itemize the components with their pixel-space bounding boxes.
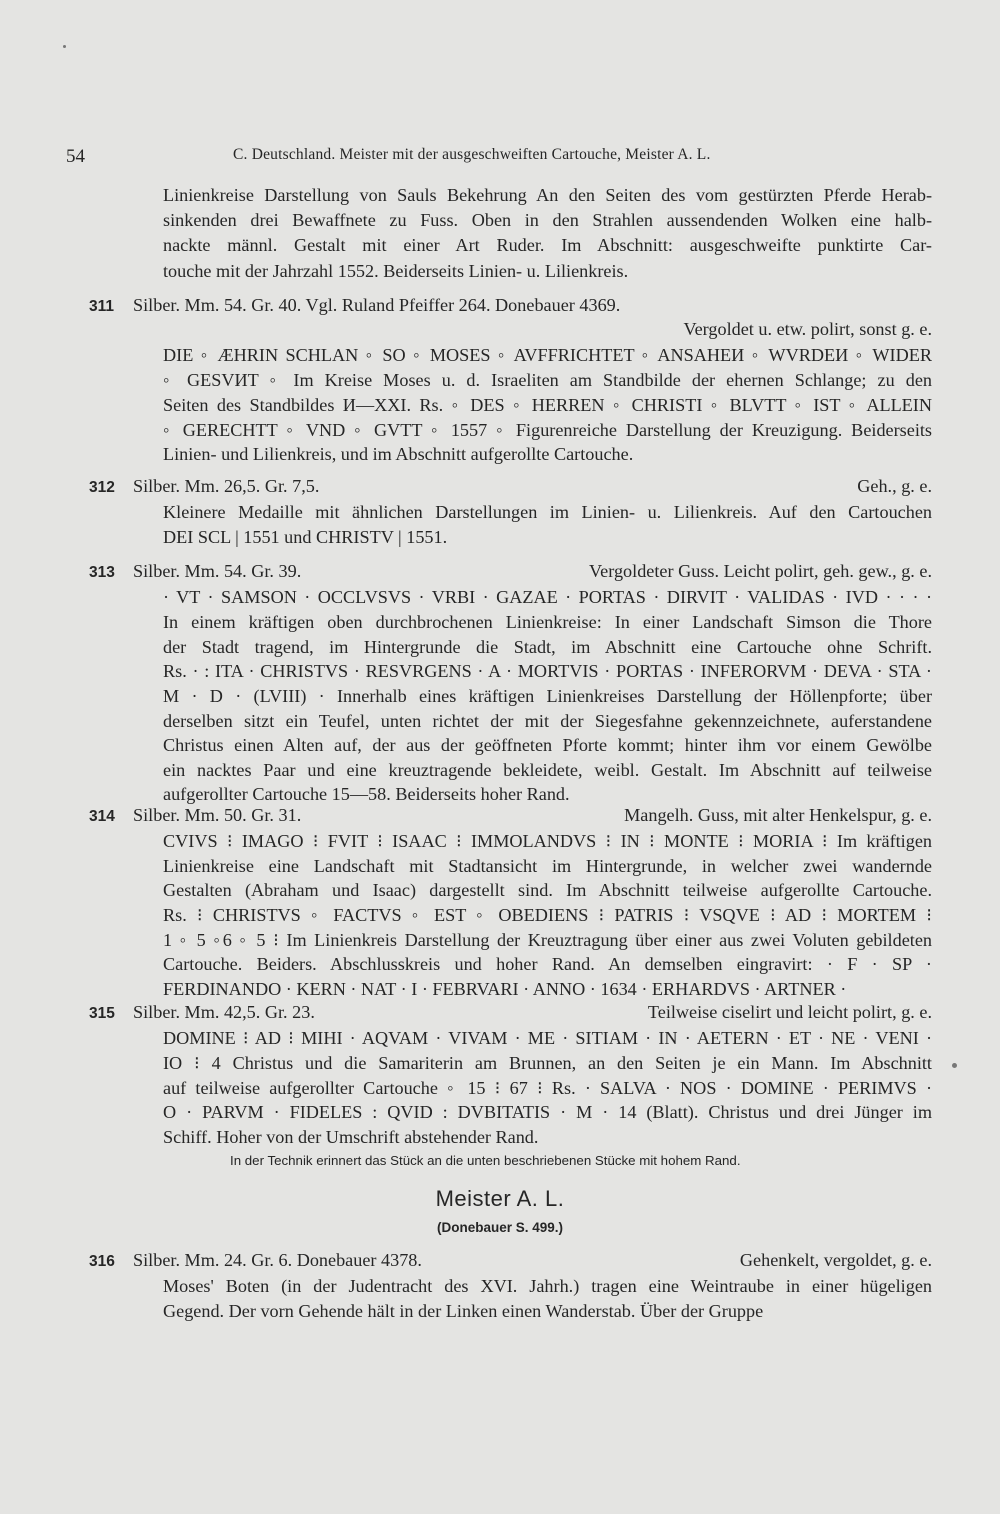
section-subtitle: (Donebauer S. 499.) (436, 1220, 564, 1235)
text-line: Cartouche. Beiders. Abschlusskreis und hoher Rand. An demselben eingravirt: · F · SP · (163, 954, 932, 974)
text-line: In einem kräftigen oben durchbrochenen Linienkreise: In einer Landschaft Simson die Thore (163, 612, 932, 632)
text-line: touche mit der Jahrzahl 1552. Beiderseits Linien- u. Lilienkreis. (163, 261, 629, 281)
page-speck (952, 1063, 957, 1068)
entry-condition: Geh., g. e. (857, 476, 932, 496)
text-line: M · D · (LVIII) · Innerhalb eines kräftigen Linienkreises Darstellung der Höllenpforte; über (163, 686, 932, 706)
entry-number: 313 (89, 564, 115, 581)
text-line: auf teilweise aufgerollter Cartouche ◦ 15 ⁝ 67 ⁝ Rs. · SALVA · NOS · DOMINE · PERIMVS · (163, 1078, 932, 1098)
entry-number: 312 (89, 479, 115, 496)
entry-specs: Silber. Mm. 54. Gr. 40. Vgl. Ruland Pfeiffer 264. Donebauer 4369. (133, 295, 621, 315)
text-line: aufgerollter Cartouche 15—58. Beiderseits hoher Rand. (163, 784, 570, 804)
text-line: ◦ GERECHTT ◦ VND ◦ GVTT ◦ 1557 ◦ Figurenreiche Darstellung der Kreuzigung. Beiderseits (163, 420, 932, 440)
text-line: Linienkreise eine Landschaft mit Stadtansicht im Hintergrunde, in welcher zwei wandernde (163, 856, 932, 876)
section-title: Meister A. L. (435, 1186, 565, 1211)
entry-number: 316 (89, 1253, 115, 1270)
text-line: ◦ GESVИT ◦ Im Kreise Moses u. d. Israeliten am Standbilde der ehernen Schlange; zu den (163, 370, 932, 390)
text-line: der Stadt tragend, im Hintergrunde die Stadt, im Abschnitt eine Cartouche ohne Schrift. (163, 637, 932, 657)
text-line: ein nacktes Paar und eine kreuztragende bekleidete, weibl. Gestalt. Im Abschnitt auf teilweise (163, 760, 932, 780)
text-line: DOMINE ⁝ AD ⁝ MIHI · AQVAM · VIVAM · ME · SITIAM · IN · AETERN · ET · NE · VENI · (163, 1028, 932, 1048)
entry-condition: Gehenkelt, vergoldet, g. e. (739, 1250, 932, 1270)
page-speck (63, 45, 66, 48)
running-title: C. Deutschland. Meister mit der ausgeschweiften Cartouche, Meister A. L. (233, 146, 711, 163)
text-line: Rs. ⁝ CHRISTVS ◦ FACTVS ◦ EST ◦ OBEDIENS ⁝ PATRIS ⁝ VSQVE ⁝ AD ⁝ MORTEM ⁝ (163, 905, 932, 925)
text-line: Moses' Boten (in der Judentracht des XVI. Jahrh.) tragen eine Weintraube in einer hügeligen (163, 1276, 932, 1296)
page-number: 54 (66, 146, 85, 167)
text-line: FERDINANDO · KERN · NAT · I · FEBRVARI · ANNO · 1634 · ERHARDVS · ARTNER · (163, 979, 847, 999)
text-line: Kleinere Medaille mit ähnlichen Darstellungen im Linien- u. Lilienkreis. Auf den Cartouchen (163, 502, 932, 522)
entry-specs: Silber. Mm. 54. Gr. 39. (133, 561, 302, 581)
entry-specs: Silber. Mm. 24. Gr. 6. Donebauer 4378. (133, 1250, 422, 1270)
text-line: · VT · SAMSON · OCCLVSVS · VRBI · GAZAE · PORTAS · DIRVIT · VALIDAS · IVD · · · · (163, 587, 932, 607)
text-line: Linienkreise Darstellung von Sauls Bekehrung An den Seiten des vom gestürzten Pferde Herab- (163, 185, 932, 205)
entry-condition: Vergoldet u. etw. polirt, sonst g. e. (683, 319, 932, 339)
text-line: CVIVS ⁝ IMAGO ⁝ FVIT ⁝ ISAAC ⁝ IMMOLANDVS ⁝ IN ⁝ MONTE ⁝ MORIA ⁝ Im kräftigen (163, 831, 932, 851)
text-line: DEI SCL | 1551 und CHRISTV | 1551. (163, 527, 448, 547)
text-line: Gestalten (Abraham und Isaac) dargestellt sind. Im Abschnitt teilweise aufgerollte Cartouche. (163, 880, 932, 900)
text-line: nackte männl. Gestalt mit einer Art Ruder. Im Abschnitt: ausgeschweifte punktirte Car- (163, 235, 932, 255)
entry-number: 311 (89, 298, 115, 315)
text-line: Christus einen Alten auf, der aus der geöffneten Pforte kommt; hinter ihm vor einem Gewölbe (163, 735, 932, 755)
text-line: Gegend. Der vorn Gehende hält in der Linken einen Wanderstab. Über der Gruppe (163, 1301, 764, 1321)
entry-condition: Teilweise ciselirt und leicht polirt, g. e. (647, 1002, 932, 1022)
text-line: Seiten des Standbildes И—XXI. Rs. ◦ DES ◦ HERREN ◦ CHRISTI ◦ BLVTT ◦ IST ◦ ALLEIN (163, 395, 932, 415)
text-line: O · PARVM · FIDELES : QVID : DVBITATIS · M · 14 (Blatt). Christus und drei Jünger im (163, 1102, 932, 1122)
entry-number: 315 (89, 1005, 115, 1022)
entry-specs: Silber. Mm. 42,5. Gr. 23. (133, 1002, 315, 1022)
entry-condition: Mangelh. Guss, mit alter Henkelspur, g. e. (624, 805, 932, 825)
text-line: DIE ◦ ÆHRIN SCHLAN ◦ SO ◦ MOSES ◦ AVFFRICHTET ◦ ANSAHEИ ◦ WVRDEИ ◦ WIDER (163, 345, 932, 365)
entry-number: 314 (89, 808, 115, 825)
text-line: sinkenden drei Bewaffnete zu Fuss. Oben in den Strahlen aussendenden Wolken eine halb- (163, 210, 932, 230)
text-line: derselben sitzt ein Teufel, unten richtet der mit der Siegesfahne gekennzeichnete, auferstandene (163, 711, 932, 731)
text-line: Linien- und Lilienkreis, und im Abschnitt aufgerollte Cartouche. (163, 444, 634, 464)
footnote: In der Technik erinnert das Stück an die unten beschriebenen Stücke mit hohem Rand. (230, 1153, 741, 1168)
entry-condition: Vergoldeter Guss. Leicht polirt, geh. gew., g. e. (589, 561, 932, 581)
text-line: IO ⁝ 4 Christus und die Samariterin am Brunnen, an den Seiten je ein Mann. Im Abschnitt (163, 1053, 932, 1073)
entry-specs: Silber. Mm. 26,5. Gr. 7,5. (133, 476, 320, 496)
text-line: 1 ◦ 5 ◦6 ◦ 5 ⁝ Im Linienkreis Darstellung der Kreuztragung über einer aus zwei Voluten gebildeten (163, 930, 932, 950)
text-line: Rs. · : ITA · CHRISTVS · RESVRGENS · A · MORTVIS · PORTAS · INFERORVM · DEVA · STA · (163, 661, 932, 681)
text-line: Schiff. Hoher von der Umschrift abstehender Rand. (163, 1127, 539, 1147)
entry-specs: Silber. Mm. 50. Gr. 31. (133, 805, 302, 825)
